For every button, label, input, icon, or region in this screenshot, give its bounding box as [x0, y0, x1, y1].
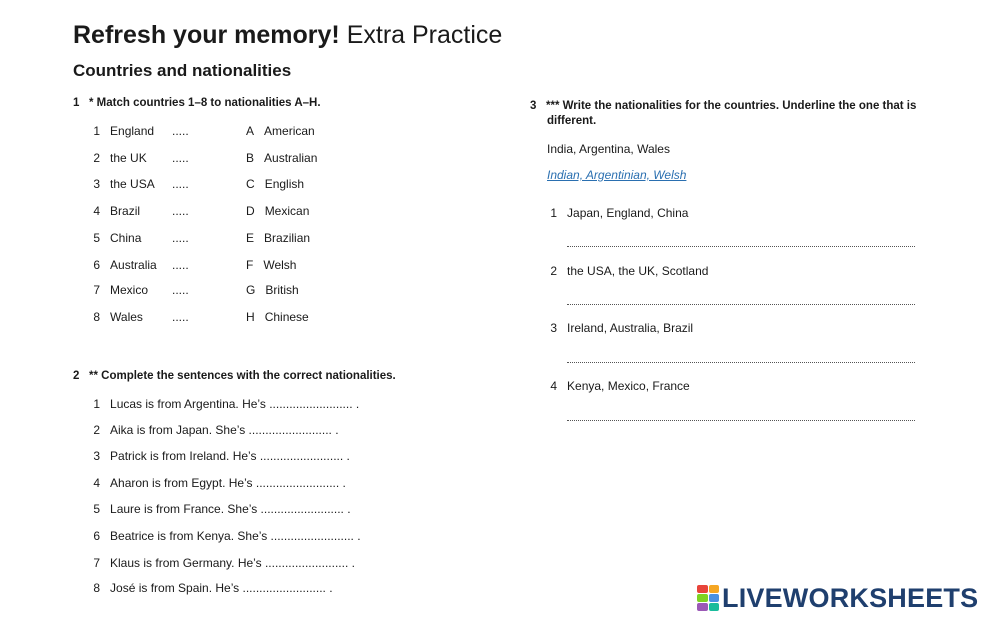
section1-heading: [73, 96, 321, 111]
item-row: 1 Japan, England, China: [550, 206, 689, 220]
section1-number: 1: [73, 97, 80, 109]
match-blank[interactable]: .....: [172, 283, 189, 297]
page-title-bold: Refresh your memory!: [73, 21, 340, 49]
country-row: 2 the UK: [93, 151, 147, 165]
item-text: Ireland, Australia, Brazil: [567, 321, 694, 335]
sentence-text: Beatrice is from Kenya. She’s ......................... .: [110, 529, 361, 543]
sentence-row[interactable]: 6 Beatrice is from Kenya. She’s ......................... .: [93, 529, 361, 543]
sentence-row[interactable]: 1 Lucas is from Argentina. He’s ......................... .: [93, 397, 360, 411]
sentence-text: Laure is from France. She’s ......................... .: [110, 502, 351, 516]
country-row: 1 England: [93, 124, 155, 138]
sentence-text: José is from Spain. He’s ......................... .: [110, 581, 333, 595]
nationality-row: A American: [246, 124, 315, 138]
nationality-name: English: [264, 177, 305, 191]
country-row: 5 China: [93, 231, 142, 245]
section3-heading: [530, 99, 916, 114]
sentence-row[interactable]: 7 Klaus is from Germany. He’s ......................... .: [93, 556, 355, 570]
item-row: 2 the USA, the UK, Scotland: [550, 264, 709, 278]
country-row: 8 Wales: [93, 310, 143, 324]
sentence-row[interactable]: 4 Aharon is from Egypt. He’s ......................... .: [93, 476, 346, 490]
item-text: the USA, the UK, Scotland: [567, 264, 709, 278]
nationality-row: D Mexican: [246, 204, 310, 218]
country-row: 3 the USA: [93, 177, 155, 191]
nationality-row: G British: [246, 283, 299, 297]
country-name: Wales: [110, 310, 143, 324]
country-row: 7 Mexico: [93, 283, 149, 297]
match-blank[interactable]: .....: [172, 204, 189, 218]
page-title-normal: Extra Practice: [339, 21, 503, 49]
match-blank[interactable]: .....: [172, 124, 189, 138]
item-text: Kenya, Mexico, France: [567, 379, 690, 393]
nationality-row: B Australian: [246, 151, 318, 165]
item-row: 3 Ireland, Australia, Brazil: [550, 321, 694, 335]
sentence-text: Lucas is from Argentina. He’s ......................... .: [110, 397, 360, 411]
nationality-name: British: [265, 283, 299, 297]
nationality-name: Australian: [264, 151, 318, 165]
sentence-row[interactable]: 2 Aika is from Japan. She’s ......................... .: [93, 423, 339, 437]
answer-line[interactable]: [567, 420, 915, 421]
page-title: [73, 19, 502, 51]
sentence-row[interactable]: 5 Laure is from France. She’s ......................... .: [93, 502, 351, 516]
country-name: Brazil: [110, 204, 141, 218]
nationality-row: H Chinese: [246, 310, 309, 324]
sentence-row[interactable]: 8 José is from Spain. He’s ......................... .: [93, 581, 333, 595]
match-blank[interactable]: .....: [172, 151, 189, 165]
section1-instruction: * Match countries 1–8 to nationalities A–H.: [89, 97, 321, 109]
nationality-name: Chinese: [264, 310, 309, 324]
nationality-name: Welsh: [263, 258, 297, 272]
country-name: the UK: [110, 151, 147, 165]
logo-mark-icon: [697, 585, 719, 611]
page-subtitle: Countries and nationalities: [73, 61, 292, 80]
country-name: Australia: [110, 258, 157, 272]
nationality-name: Mexican: [264, 204, 310, 218]
sentence-text: Klaus is from Germany. He’s ......................... .: [110, 556, 355, 570]
nationality-row: C English: [246, 177, 305, 191]
nationality-row: E Brazilian: [246, 231, 311, 245]
country-name: England: [110, 124, 155, 138]
section2-instruction: ** Complete the sentences with the correct nationalities.: [89, 370, 396, 382]
example-countries: India, Argentina, Wales: [547, 142, 670, 156]
logo-text: LIVEWORKSHEETS: [722, 582, 979, 613]
match-blank[interactable]: .....: [172, 258, 189, 272]
section3-instruction: *** Write the nationalities for the countries. Underline the one that is: [546, 100, 917, 112]
nationality-name: Brazilian: [264, 231, 311, 245]
item-row: 4 Kenya, Mexico, France: [550, 379, 690, 393]
country-row: 6 Australia: [93, 258, 157, 272]
country-name: China: [110, 231, 142, 245]
country-name: the USA: [110, 177, 155, 191]
section2-number: 2: [73, 370, 80, 382]
answer-line[interactable]: [567, 362, 915, 363]
liveworksheets-logo: [697, 584, 978, 612]
nationality-row: F Welsh: [246, 258, 297, 272]
answer-line[interactable]: [567, 246, 915, 247]
sentence-text: Aharon is from Egypt. He’s ......................... .: [110, 476, 346, 490]
section3-instruction-cont: different.: [547, 115, 597, 127]
section3-number: 3: [530, 100, 537, 112]
match-blank[interactable]: .....: [172, 231, 189, 245]
sentence-text: Patrick is from Ireland. He’s ......................... .: [110, 449, 350, 463]
sentence-row[interactable]: 3 Patrick is from Ireland. He’s ......................... .: [93, 449, 350, 463]
section2-heading: [73, 369, 396, 384]
match-blank[interactable]: .....: [172, 177, 189, 191]
nationality-name: American: [264, 124, 315, 138]
match-blank[interactable]: .....: [172, 310, 189, 324]
item-text: Japan, England, China: [567, 206, 689, 220]
answer-line[interactable]: [567, 304, 915, 305]
country-name: Mexico: [110, 283, 149, 297]
sentence-text: Aika is from Japan. She’s ......................... .: [110, 423, 339, 437]
country-row: 4 Brazil: [93, 204, 141, 218]
example-answer: Indian, Argentinian, Welsh: [547, 168, 687, 182]
